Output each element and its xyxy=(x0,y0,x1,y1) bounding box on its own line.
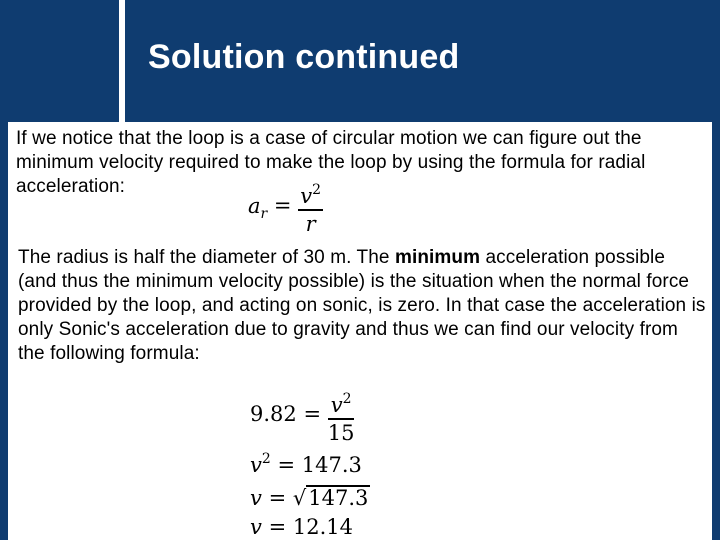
equation-1: 9.82 = $\frac{v^2}{15}$ xyxy=(250,385,370,445)
equation-1-fraction: $\frac{v^2}{15}$ xyxy=(328,387,355,445)
explanation-paragraph xyxy=(18,246,708,366)
explanation-text-start: The radius is half the diameter of 30 m. The xyxy=(18,247,395,268)
sqrt-radicand: 147.3 xyxy=(308,485,369,510)
formula-lhs: $a_r$ xyxy=(248,193,268,222)
frame-left-border xyxy=(0,122,8,540)
content-area xyxy=(8,122,712,540)
frame-right-border xyxy=(712,122,720,540)
equation-3: v = √147.3 xyxy=(250,485,369,510)
equation-4: v = 12.14 xyxy=(250,514,353,539)
formula-numerator: $v^2$ xyxy=(298,178,323,211)
explanation-bold-word: minimum xyxy=(394,247,481,268)
formula-fraction xyxy=(298,178,323,236)
equation-2: $v^2 = 147.3$ xyxy=(250,450,362,477)
explanation-text-end: acceleration possible (and thus the minimum velocity possible) is the situation when the normal force provided by the loop, and acting on sonic, is zero. In that case the acceleration is only Sonic's acceleration due to gravity and thus we can find our velocity from the following formula: xyxy=(18,247,706,364)
radial-acceleration-formula xyxy=(248,178,323,236)
formula-equals: = xyxy=(273,193,292,218)
header-divider xyxy=(119,0,125,122)
formula-denominator: r xyxy=(305,212,316,236)
slide-title: Solution continued xyxy=(148,38,460,76)
velocity-equations xyxy=(250,385,370,542)
intro-paragraph: If we notice that the loop is a case of circular motion we can figure out the minimum velocity required to make the loop by using the formula for radial acceleration: xyxy=(16,128,646,197)
sqrt-symbol: √ xyxy=(292,485,307,510)
